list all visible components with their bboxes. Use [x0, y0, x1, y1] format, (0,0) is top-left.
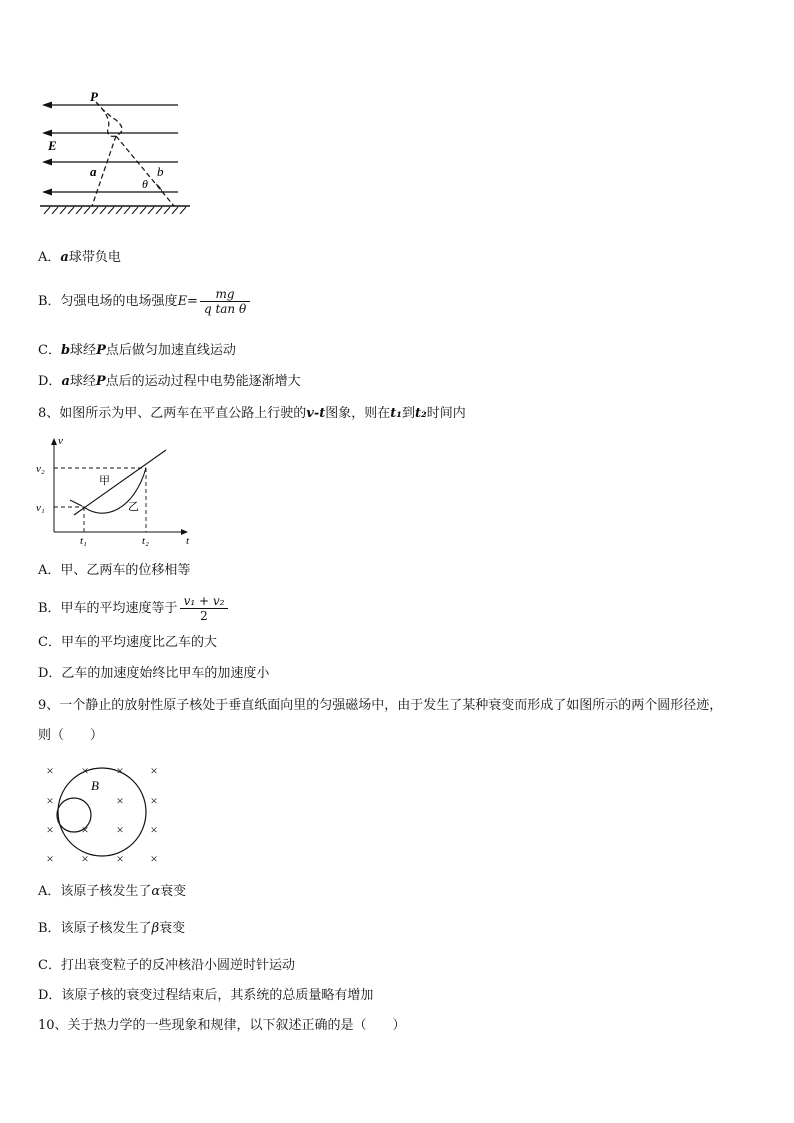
- axis-v-label: v: [58, 435, 63, 447]
- q9-option-d[interactable]: D．该原子核的衰变过程结束后，其系统的总质量略有增加: [38, 988, 374, 1003]
- tick-v2: v₂: [36, 463, 45, 475]
- cross-mark: ×: [46, 763, 54, 778]
- q7-option-b[interactable]: B．匀强电场的电场强度E= $\frac{mg}{\text{q tan θ}}$: [38, 285, 250, 319]
- fraction-v1-plus-v2-over-2: $\frac{\text{v₁ + v₂}}{2}$: [180, 594, 229, 624]
- cross-mark: ×: [116, 851, 124, 866]
- q7-option-a[interactable]: A．a球带负电: [38, 250, 121, 265]
- q8-option-d[interactable]: D．乙车的加速度始终比甲车的加速度小: [38, 666, 270, 681]
- tick-v1: v₁: [36, 502, 45, 514]
- axis-t-label: t: [186, 535, 190, 547]
- cross-mark: ×: [116, 763, 124, 778]
- label-a: a: [90, 164, 97, 179]
- tick-t2: t₂: [142, 535, 149, 547]
- fraction-mg-over-qtan: $\frac{mg}{\text{q tan θ}}$: [200, 287, 250, 317]
- q8-option-c[interactable]: C．甲车的平均速度比乙车的大: [38, 635, 217, 650]
- q8-option-b[interactable]: B．甲车的平均速度等于 $\frac{\text{v₁ + v₂}}{2}$: [38, 592, 228, 626]
- magnetic-field-figure: [38, 760, 168, 868]
- cross-mark: ×: [150, 822, 158, 837]
- cross-mark: ×: [150, 763, 158, 778]
- q9-option-c[interactable]: C．打出衰变粒子的反冲核沿小圆逆时针运动: [38, 958, 295, 973]
- label-b: b: [157, 164, 164, 179]
- label-B: B: [91, 778, 99, 793]
- curve-jia-label: 甲: [99, 475, 110, 487]
- q9-option-b[interactable]: B．该原子核发生了β衰变: [38, 921, 186, 936]
- q7-option-c[interactable]: C．b球经P点后做匀加速直线运动: [38, 343, 236, 358]
- cross-mark: ×: [46, 793, 54, 808]
- tick-t1: t₁: [80, 535, 87, 547]
- vt-graph-figure: [34, 432, 204, 548]
- cross-mark: ×: [116, 822, 124, 837]
- q9-stem-line1: 9、一个静止的放射性原子核处于垂直纸面向里的匀强磁场中，由于发生了某种衰变而形成了如图所示的两个圆形径迹，: [38, 698, 723, 713]
- cross-mark: ×: [81, 851, 89, 866]
- label-P: P: [90, 89, 98, 104]
- small-track-circle: [57, 798, 91, 832]
- q7-option-d[interactable]: D．a球经P点后的运动过程中电势能逐渐增大: [38, 374, 301, 389]
- cross-mark: ×: [46, 851, 54, 866]
- cross-mark: ×: [150, 793, 158, 808]
- cross-mark: ×: [150, 851, 158, 866]
- label-E: E: [48, 138, 57, 153]
- cross-mark: ×: [116, 793, 124, 808]
- q8-stem: 8、如图所示为甲、乙两车在平直公路上行驶的v-t图象，则在t₁到t₂时间内: [38, 406, 466, 421]
- cross-mark: ×: [81, 822, 89, 837]
- q9-stem-line2: 则（ ）: [38, 728, 104, 743]
- electric-field-figure: [36, 88, 196, 216]
- q8-option-a[interactable]: A．甲、乙两车的位移相等: [38, 563, 191, 578]
- q10-stem: 10、关于热力学的一些现象和规律，以下叙述正确的是（ ）: [38, 1018, 406, 1033]
- cross-mark: ×: [46, 822, 54, 837]
- cross-mark: ×: [81, 763, 89, 778]
- label-theta: θ: [142, 177, 148, 191]
- large-track-circle: [58, 768, 146, 856]
- q9-option-a[interactable]: A．该原子核发生了α衰变: [38, 884, 187, 899]
- curve-yi-label: 乙: [128, 501, 139, 513]
